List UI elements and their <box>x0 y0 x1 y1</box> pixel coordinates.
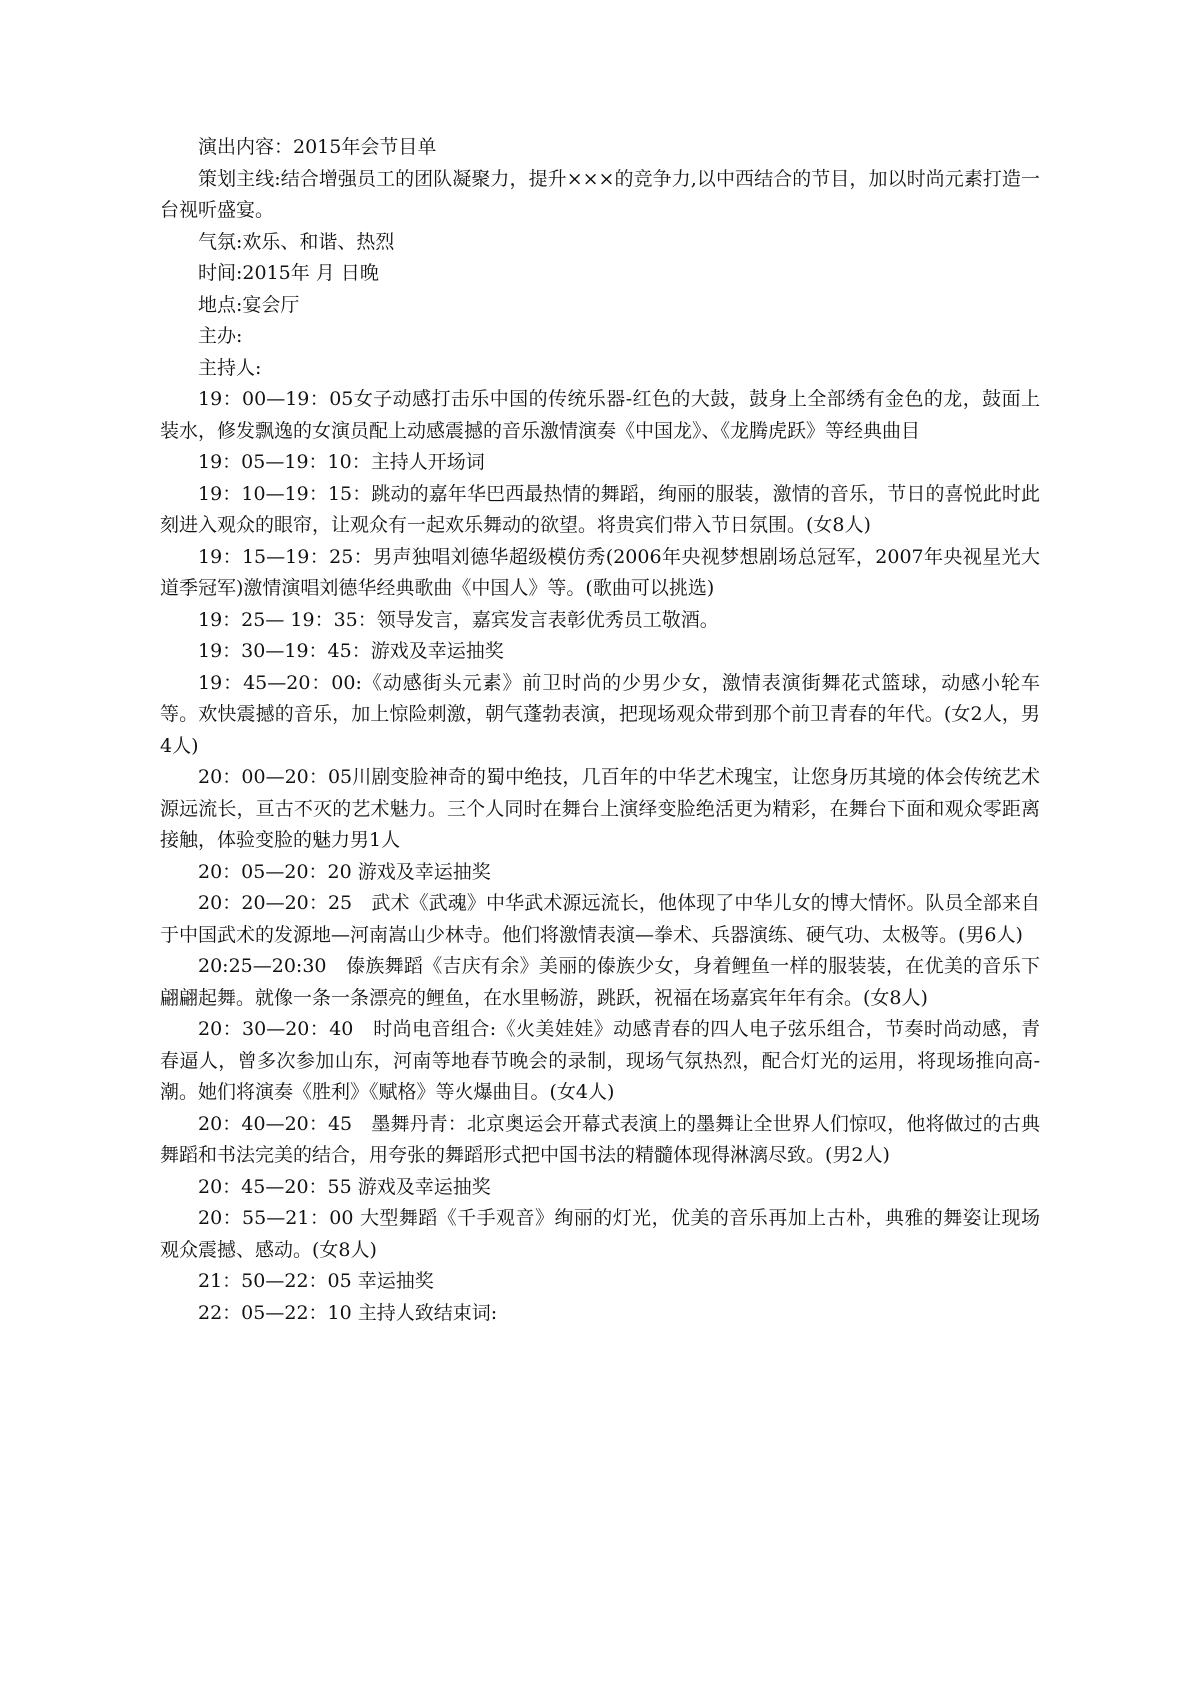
schedule-item: 19：15—19：25：男声独唱刘德华超级模仿秀(2006年央视梦想剧场总冠军，2007年央视星光大道季冠军)激情演唱刘德华经典歌曲《中国人》等。(歌曲可以挑选) <box>160 545 1040 599</box>
schedule-item: 20：20—20：25 武术《武魂》中华武术源远流长，他体现了中华儿女的博大情怀。队员全部来自于中国武术的发源地—河南嵩山少林寺。他们将激情表演—拳术、兵器演练、硬气功、太极等。(男6人) <box>160 892 1040 946</box>
atmosphere: 气氛:欢乐、和谐、热烈 <box>198 230 395 253</box>
schedule-item: 20：45—20：55 游戏及幸运抽奖 <box>198 1175 491 1198</box>
schedule-item: 19：25— 19：35：领导发言，嘉宾发言表彰优秀员工敬酒。 <box>198 608 719 631</box>
schedule-item: 20：30—20：40 时尚电音组合:《火美娃娃》动感青春的四人电子弦乐组合，节奏时尚动感，青春逼人，曾多次参加山东，河南等地春节晚会的录制，现场气氛热烈，配合灯光的运用，将现场推向高-潮。她们将演奏《胜利》《赋格》等火爆曲目。(女4人) <box>160 1018 1040 1103</box>
schedule-item: 20:25—20:30 傣族舞蹈《吉庆有余》美丽的傣族少女，身着鲤鱼一样的服装装，在优美的音乐下翩翩起舞。就像一条一条漂亮的鲤鱼，在水里畅游，跳跃，祝福在场嘉宾年年有余。(女8人) <box>160 955 1040 1009</box>
schedule-item: 20：40—20：45 墨舞丹青：北京奥运会开幕式表演上的墨舞让全世界人们惊叹，他将做过的古典舞蹈和书法完美的结合，用夸张的舞蹈形式把中国书法的精髓体现得淋漓尽致。(男2人) <box>160 1112 1040 1166</box>
schedule-item: 19：45—20：00:《动感街头元素》前卫时尚的少男少女，激情表演街舞花式篮球，动感小轮车等。欢快震撼的音乐，加上惊险刺激，朝气蓬勃表演，把现场观众带到那个前卫青春的年代。(女2人，男4人) <box>160 671 1040 757</box>
schedule-item: 19：00—19：05女子动感打击乐中国的传统乐器-红色的大鼓，鼓身上全部绣有金色的龙，鼓面上装水，修发飘逸的女演员配上动感震撼的音乐激情演奏《中国龙》、《龙腾虎跃》等经典曲目 <box>160 388 1040 442</box>
schedule-item: 21：50—22：05 幸运抽奖 <box>198 1270 434 1292</box>
planning-theme: 策划主线:结合增强员工的团队凝聚力，提升×××的竞争力,以中西结合的节目，加以时尚元素打造一台视听盛宴。 <box>160 167 1040 221</box>
program-title: 演出内容：2015年会节目单 <box>198 136 437 158</box>
schedule-item: 19：30—19：45：游戏及幸运抽奖 <box>198 640 504 662</box>
schedule-item: 20：55—21：00 大型舞蹈《千手观音》绚丽的灯光，优美的音乐再加上古朴，典雅的舞姿让现场观众震撼、感动。(女8人) <box>160 1207 1040 1261</box>
organizer: 主办: <box>198 325 243 347</box>
document-page <box>160 132 1040 1329</box>
schedule-item: 22：05—22：10 主持人致结束词: <box>198 1301 498 1324</box>
schedule-item: 19：10—19：15：跳动的嘉年华巴西最热情的舞蹈，绚丽的服装，激情的音乐，节日的喜悦此时此刻进入观众的眼帘，让观众有一起欢乐舞动的欲望。将贵宾们带入节日氛围。(女8人) <box>160 482 1040 536</box>
schedule-item: 19：05—19：10：主持人开场词 <box>198 451 485 473</box>
event-time: 时间:2015年 月 日晚 <box>198 262 379 284</box>
event-location: 地点:宴会厅 <box>198 293 300 316</box>
schedule-item: 20：05—20：20 游戏及幸运抽奖 <box>198 860 491 883</box>
host: 主持人: <box>198 356 262 379</box>
schedule-item: 20：00—20：05川剧变脸神奇的蜀中绝技，几百年的中华艺术瑰宝，让您身历其境的体会传统艺术源远流长，亘古不灭的艺术魅力。三个人同时在舞台上演绎变脸绝活更为精彩，在舞台下面和观众零距离接触，体验变脸的魅力男1人 <box>160 766 1040 851</box>
